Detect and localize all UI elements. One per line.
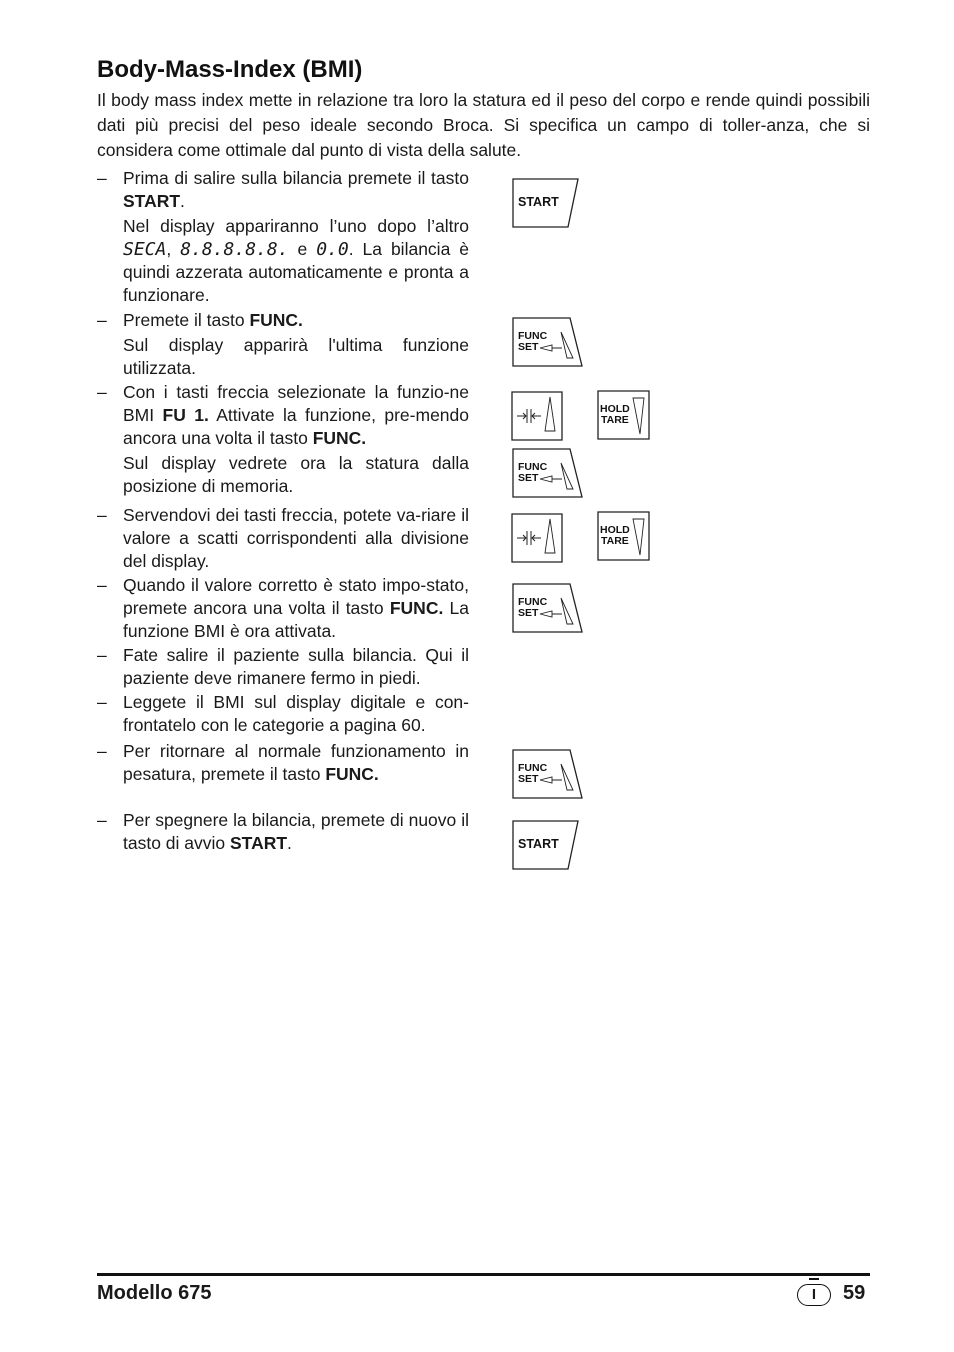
function-ref-fu1: FU 1. [162,405,209,425]
page-title: Body-Mass-Index (BMI) [97,56,363,83]
key-ref-func: FUNC. [389,598,444,618]
step-dash: – [97,645,107,665]
step-text: Quando il valore corretto è stato impo-stato, premete ancora una volta il tasto [123,575,469,618]
step-dash: – [97,575,107,595]
step-4 [97,504,469,573]
start-key-icon [512,178,580,228]
step-text: Per ritornare al normale funzionamento in pesatura, premete il tasto [123,741,469,784]
start-key-icon [512,820,580,870]
step-dash: – [97,741,107,761]
key-label: SET [518,773,539,785]
step-sub-text: Nel display appariranno l’uno dopo l’altro [123,216,469,236]
step-sub-text: Sul display apparirà l'ultima funzione utilizzata. [123,335,469,378]
func-set-key-icon [512,317,580,367]
lcd-test-pattern: 8.8.8.8.8. [180,239,289,260]
key-label: START [518,195,559,209]
key-label: HOLD [600,403,630,415]
func-set-key-icon [512,749,580,799]
step-text: Attivate la funzione, pre-mendo ancora una volta il tasto [123,405,469,448]
step-text: Leggete il BMI sul display digitale e con-frontatelo con le categorie a pagina 60. [123,692,469,735]
key-label: FUNC [518,596,548,608]
key-ref-func: FUNC. [325,764,379,784]
step-text-end: . [180,191,185,211]
step-dash: – [97,810,107,830]
step-dash: – [97,692,107,712]
key-label: FUNC [518,461,548,473]
key-label: TARE [601,414,629,426]
arrow-left-key-icon [511,391,563,441]
key-label: SET [518,341,539,353]
step-sub-text: e [288,239,317,259]
step-text: Servendovi dei tasti freccia, potete va-riare il valore a scatti corrispondenti alla divisione del display. [123,505,469,571]
key-ref-func: FUNC. [249,310,303,330]
key-label: START [518,837,559,851]
step-text: Prima di salire sulla bilancia premete il tasto [123,168,469,188]
step-3 [97,381,469,498]
step-dash: – [97,168,107,188]
step-9 [97,809,469,855]
lcd-seca: SECA [123,239,167,260]
intro-paragraph: Il body mass index mette in relazione tra loro la statura ed il peso del corpo e rende quindi possibili dati più precisi del peso ideale secondo Broca. Si specifica un campo di toller-anza, che si considera come ottimale dal punto di vista della salute. [97,90,870,160]
step-sub-text: Sul display vedrete ora la statura dalla posizione di memoria. [123,453,469,496]
step-text: Premete il tasto [123,310,250,330]
key-ref-start: START [230,833,288,853]
step-1 [97,167,469,307]
key-label: HOLD [600,524,630,536]
language-badge: I [797,1284,831,1306]
step-5 [97,574,469,643]
step-text-end: La funzione BMI è ora attivata. [123,598,470,641]
step-7 [97,691,469,737]
step-6 [97,644,469,690]
key-ref-func: FUNC. [312,428,367,448]
step-dash: – [97,310,107,330]
step-2 [97,309,469,380]
step-text-end: . [287,833,292,853]
page-number: 59 [843,1282,866,1304]
key-label: SET [518,472,539,484]
lcd-zero: 0.0 [316,239,349,260]
hold-tare-key-icon [597,390,650,440]
step-dash: – [97,382,107,402]
func-set-key-icon [512,448,580,498]
key-label: FUNC [518,762,548,774]
step-dash: – [97,505,107,525]
arrow-left-key-icon [511,513,563,563]
key-label: SET [518,607,539,619]
key-ref-start: START [123,191,181,211]
step-8 [97,740,469,786]
footer-model: Modello 675 [97,1282,212,1304]
func-set-key-icon [512,583,580,633]
step-text: Fate salire il paziente sulla bilancia. Qui il paziente deve rimanere fermo in piedi. [123,645,469,688]
key-label: FUNC [518,330,548,342]
footer-divider [97,1273,870,1276]
step-text: Per spegnere la bilancia, premete di nuovo il tasto di avvio [123,810,469,853]
key-label: TARE [601,535,629,547]
hold-tare-key-icon [597,511,650,561]
step-text: Con i tasti freccia selezionate la funzio-ne BMI [123,382,469,425]
step-sub-text: . La bilancia è quindi azzerata automaticamente e pronta a funzionare. [123,239,469,305]
step-sub-text: , [166,239,181,259]
